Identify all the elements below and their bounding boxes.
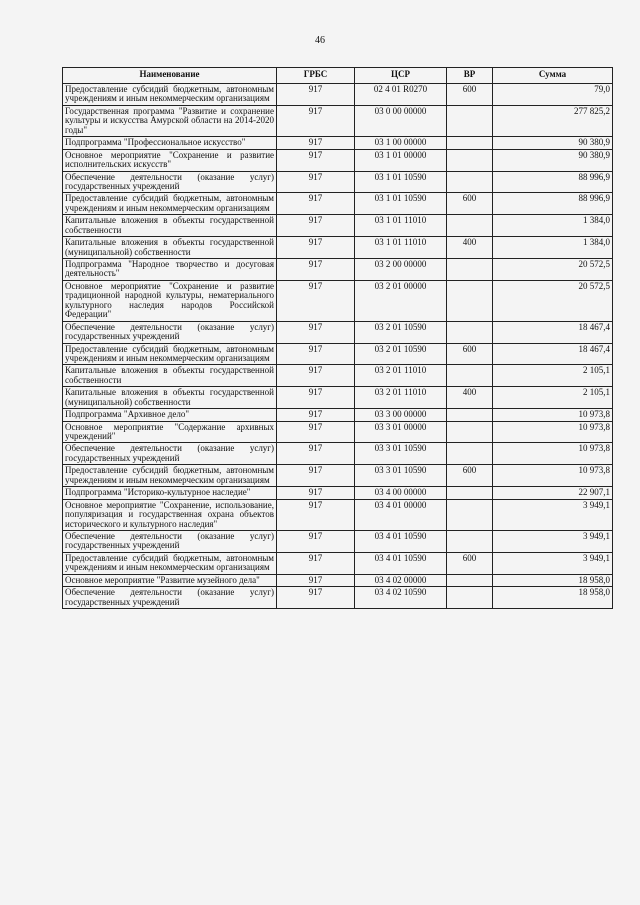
cell-sum: 90 380,9 — [493, 149, 613, 171]
cell-grbs: 917 — [277, 343, 355, 365]
cell-vr: 600 — [447, 343, 493, 365]
cell-name: Основное мероприятие "Сохранение и развитие исполнительских искусств" — [63, 149, 277, 171]
cell-sum: 2 105,1 — [493, 365, 613, 387]
table-row — [63, 193, 613, 215]
table-row — [63, 409, 613, 421]
cell-vr — [447, 259, 493, 281]
cell-grbs: 917 — [277, 552, 355, 574]
table-row — [63, 587, 613, 609]
cell-name: Обеспечение деятельности (оказание услуг) государственных учреждений — [63, 530, 277, 552]
table-row — [63, 421, 613, 443]
cell-csr: 03 4 01 10590 — [355, 552, 447, 574]
table-row — [63, 280, 613, 321]
cell-grbs: 917 — [277, 487, 355, 499]
cell-vr — [447, 574, 493, 586]
header-name: Наименование — [63, 68, 277, 84]
cell-grbs: 917 — [277, 421, 355, 443]
table-row — [63, 365, 613, 387]
cell-grbs: 917 — [277, 587, 355, 609]
table-row — [63, 465, 613, 487]
cell-grbs: 917 — [277, 574, 355, 586]
cell-vr — [447, 443, 493, 465]
header-sum: Сумма — [493, 68, 613, 84]
table-row — [63, 552, 613, 574]
cell-sum: 20 572,5 — [493, 280, 613, 321]
cell-csr: 03 3 01 00000 — [355, 421, 447, 443]
cell-vr — [447, 105, 493, 136]
cell-name: Основное мероприятие "Сохранение и развитие традиционной народной культуры, нематериального культурного наследия народов Российской Федерации" — [63, 280, 277, 321]
cell-sum: 20 572,5 — [493, 259, 613, 281]
table-row — [63, 215, 613, 237]
cell-vr — [447, 487, 493, 499]
budget-table — [62, 67, 613, 609]
cell-sum: 10 973,8 — [493, 421, 613, 443]
header-row — [63, 68, 613, 84]
cell-csr: 03 2 01 11010 — [355, 387, 447, 409]
cell-sum: 88 996,9 — [493, 193, 613, 215]
cell-name: Подпрограмма "Историко-культурное наследие" — [63, 487, 277, 499]
cell-vr: 600 — [447, 193, 493, 215]
cell-csr: 02 4 01 R0270 — [355, 84, 447, 106]
cell-csr: 03 4 00 00000 — [355, 487, 447, 499]
cell-vr — [447, 215, 493, 237]
cell-vr — [447, 171, 493, 193]
cell-name: Подпрограмма "Народное творчество и досуговая деятельность" — [63, 259, 277, 281]
table-row — [63, 105, 613, 136]
header-csr: ЦСР — [355, 68, 447, 84]
cell-vr — [447, 421, 493, 443]
cell-name: Капитальные вложения в объекты государственной (муниципальной) собственности — [63, 387, 277, 409]
cell-csr: 03 3 01 10590 — [355, 443, 447, 465]
cell-name: Капитальные вложения в объекты государственной собственности — [63, 365, 277, 387]
cell-grbs: 917 — [277, 365, 355, 387]
cell-name: Обеспечение деятельности (оказание услуг) государственных учреждений — [63, 171, 277, 193]
cell-vr — [447, 149, 493, 171]
table-row — [63, 443, 613, 465]
cell-vr — [447, 321, 493, 343]
cell-sum: 18 467,4 — [493, 343, 613, 365]
cell-csr: 03 2 01 00000 — [355, 280, 447, 321]
cell-csr: 03 1 01 10590 — [355, 171, 447, 193]
cell-vr: 600 — [447, 552, 493, 574]
header-grbs: ГРБС — [277, 68, 355, 84]
table-row — [63, 487, 613, 499]
cell-csr: 03 4 01 00000 — [355, 499, 447, 530]
cell-csr: 03 2 01 11010 — [355, 365, 447, 387]
cell-grbs: 917 — [277, 193, 355, 215]
header-vr: ВР — [447, 68, 493, 84]
cell-sum: 3 949,1 — [493, 530, 613, 552]
cell-grbs: 917 — [277, 237, 355, 259]
cell-name: Обеспечение деятельности (оказание услуг) государственных учреждений — [63, 321, 277, 343]
cell-name: Предоставление субсидий бюджетным, автономным учреждениям и иным некоммерческим организациям — [63, 193, 277, 215]
cell-vr — [447, 409, 493, 421]
cell-name: Обеспечение деятельности (оказание услуг) государственных учреждений — [63, 587, 277, 609]
cell-vr: 400 — [447, 387, 493, 409]
cell-csr: 03 1 01 10590 — [355, 193, 447, 215]
cell-csr: 03 2 00 00000 — [355, 259, 447, 281]
cell-csr: 03 0 00 00000 — [355, 105, 447, 136]
table-row — [63, 237, 613, 259]
cell-csr: 03 4 01 10590 — [355, 530, 447, 552]
cell-sum: 10 973,8 — [493, 443, 613, 465]
cell-name: Предоставление субсидий бюджетным, автономным учреждениям и иным некоммерческим организациям — [63, 343, 277, 365]
cell-sum: 277 825,2 — [493, 105, 613, 136]
table-row — [63, 84, 613, 106]
cell-sum: 10 973,8 — [493, 409, 613, 421]
cell-grbs: 917 — [277, 321, 355, 343]
cell-grbs: 917 — [277, 137, 355, 149]
cell-grbs: 917 — [277, 409, 355, 421]
cell-name: Предоставление субсидий бюджетным, автономным учреждениям и иным некоммерческим организациям — [63, 84, 277, 106]
cell-name: Обеспечение деятельности (оказание услуг) государственных учреждений — [63, 443, 277, 465]
cell-grbs: 917 — [277, 499, 355, 530]
cell-sum: 3 949,1 — [493, 552, 613, 574]
cell-name: Предоставление субсидий бюджетным, автономным учреждениям и иным некоммерческим организациям — [63, 465, 277, 487]
table-row — [63, 499, 613, 530]
table-row — [63, 259, 613, 281]
cell-sum: 18 958,0 — [493, 574, 613, 586]
cell-sum: 3 949,1 — [493, 499, 613, 530]
cell-name: Подпрограмма "Профессиональное искусство" — [63, 137, 277, 149]
cell-vr — [447, 499, 493, 530]
table-row — [63, 171, 613, 193]
cell-grbs: 917 — [277, 105, 355, 136]
table-row — [63, 387, 613, 409]
cell-name: Капитальные вложения в объекты государственной (муниципальной) собственности — [63, 237, 277, 259]
cell-csr: 03 2 01 10590 — [355, 321, 447, 343]
cell-sum: 79,0 — [493, 84, 613, 106]
table-row — [63, 137, 613, 149]
cell-name: Основное мероприятие "Развитие музейного дела" — [63, 574, 277, 586]
cell-grbs: 917 — [277, 171, 355, 193]
table-row — [63, 574, 613, 586]
table-row — [63, 149, 613, 171]
cell-sum: 18 958,0 — [493, 587, 613, 609]
cell-sum: 90 380,9 — [493, 137, 613, 149]
cell-vr — [447, 137, 493, 149]
cell-csr: 03 1 00 00000 — [355, 137, 447, 149]
cell-vr: 600 — [447, 84, 493, 106]
cell-grbs: 917 — [277, 280, 355, 321]
cell-csr: 03 4 02 10590 — [355, 587, 447, 609]
table-row — [63, 530, 613, 552]
table-row — [63, 343, 613, 365]
cell-name: Основное мероприятие "Содержание архивных учреждений" — [63, 421, 277, 443]
cell-sum: 2 105,1 — [493, 387, 613, 409]
cell-csr: 03 2 01 10590 — [355, 343, 447, 365]
cell-csr: 03 1 01 11010 — [355, 215, 447, 237]
cell-sum: 10 973,8 — [493, 465, 613, 487]
cell-vr — [447, 530, 493, 552]
page-number: 46 — [315, 35, 325, 46]
cell-grbs: 917 — [277, 387, 355, 409]
cell-csr: 03 1 01 11010 — [355, 237, 447, 259]
cell-name: Основное мероприятие "Сохранение, использование, популяризация и государственная охрана объектов исторического и культурного наследия" — [63, 499, 277, 530]
cell-sum: 1 384,0 — [493, 215, 613, 237]
cell-vr: 600 — [447, 465, 493, 487]
cell-csr: 03 3 01 10590 — [355, 465, 447, 487]
cell-vr — [447, 280, 493, 321]
cell-sum: 22 907,1 — [493, 487, 613, 499]
cell-name: Подпрограмма "Архивное дело" — [63, 409, 277, 421]
cell-name: Предоставление субсидий бюджетным, автономным учреждениям и иным некоммерческим организациям — [63, 552, 277, 574]
cell-grbs: 917 — [277, 530, 355, 552]
cell-vr: 400 — [447, 237, 493, 259]
cell-grbs: 917 — [277, 465, 355, 487]
cell-vr — [447, 365, 493, 387]
cell-csr: 03 1 01 00000 — [355, 149, 447, 171]
cell-sum: 88 996,9 — [493, 171, 613, 193]
cell-grbs: 917 — [277, 443, 355, 465]
cell-grbs: 917 — [277, 84, 355, 106]
cell-sum: 1 384,0 — [493, 237, 613, 259]
cell-name: Капитальные вложения в объекты государственной собственности — [63, 215, 277, 237]
cell-grbs: 917 — [277, 149, 355, 171]
cell-name: Государственная программа "Развитие и сохранение культуры и искусства Амурской области на 2014-2020 годы" — [63, 105, 277, 136]
cell-grbs: 917 — [277, 215, 355, 237]
cell-sum: 18 467,4 — [493, 321, 613, 343]
table-row — [63, 321, 613, 343]
cell-csr: 03 3 00 00000 — [355, 409, 447, 421]
cell-vr — [447, 587, 493, 609]
cell-csr: 03 4 02 00000 — [355, 574, 447, 586]
cell-grbs: 917 — [277, 259, 355, 281]
